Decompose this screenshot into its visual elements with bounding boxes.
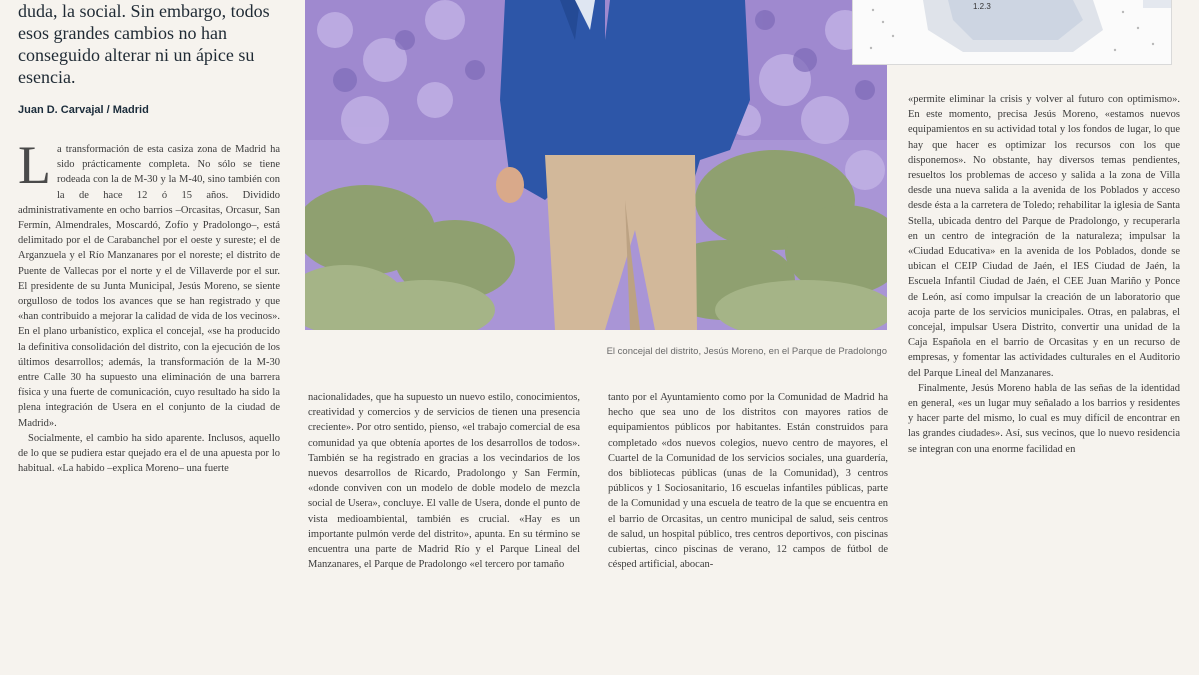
map-label: 1.2.3 — [973, 2, 991, 11]
drop-cap: L — [18, 142, 51, 195]
lavender-park-photo — [305, 0, 887, 330]
location-map-inset — [852, 0, 1172, 65]
paragraph: «permite eliminar la crisis y volver al futuro con optimismo». En este momento, precisa Jesús Moreno, «estamos nuevos equipamientos en su actividad total y los fondos de lugar, lo que hay que hacer es optimizar los recursos con los que disponemos». No obstante, hay diversos temas pendientes, resueltos los problemas de acceso y salida a la zona de Villa desde una nueva salida a la avenida de los Poblados y acceso desde ésta a la carretera de Toledo; rehabilitar la iglesia de Santa Stella, ubicada dentro del Parque de Pradolongo, y recuperarla en un centro de integración de la naturaleza; impulsar la «Ciudad Educativa» en la avenida de los Poblados, donde se ubican el CEIP Ciudad de Jaén, el IES Ciudad de Jaén, la Escuela Infantil Ciudad de Jaén, el CEE Juan Mariño y Ponce de León, así como impulsar la creación de un laboratorio que acoja parte de los servicios municipales. Otras, en palabras, el concejal, impulsar Usera Distrito, convertir una unidad de la Caja Española en el barrio de Orcasitas y en un recurso de empresas, y fomentar las actividades culturales en el Auditorio del Parque Lineal del Manzanares. — [908, 94, 1180, 379]
paragraph: tanto por el Ayuntamiento como por la Comunidad de Madrid ha hecho que sea uno de los distritos con mayores ratios de equipamientos públicos por habitantes. Están construidos para completado «dos nuevos colegios, nuevo centro de mayores, el Cuartel de la Comunidad de los servicios sociales, una guardería, dos bibliotecas públicas (unas de la Comunidad), 3 centros públicos y 1 Sociosanitario, 16 escuelas infantiles públicas, parte de la Comunidad y una escuela de teatro de la que se encuentra en el barrio de Orcasitas, un centro municipal de salud, seis centros de salud, un hospital público, tres centros deportivos, con piscinas cubiertas, cinco piscinas de verano, 12 campos de fútbol de césped artificial, abocan- — [608, 392, 888, 571]
article-column-2 — [308, 390, 580, 675]
article-column-1 — [18, 142, 280, 675]
article-column-4 — [908, 92, 1180, 675]
article-column-3 — [608, 390, 888, 675]
paragraph: Finalmente, Jesús Moreno habla de las señas de la identidad en general, «es un lugar muy señalado a los barrios y residentes y hacer parte del mismo, lo cual es muy difícil de encontrar en las grandes ciudades». Así, sus vecinos, que lo nuevo residencia se integran con una enorme facilidad en — [908, 382, 1180, 455]
photo-caption: El concejal del distrito, Jesús Moreno, en el Parque de Pradolongo — [606, 346, 887, 357]
paragraph: nacionalidades, que ha supuesto un nuevo estilo, conocimientos, creatividad y comercios y de servicios de tienen una presencia creciente». Por otro sentido, pienso, «el trabajo comercial de esa comunidad ya que obtenía aportes de los desarrollos de todos». También se ha registrado en gracias a los vecindarios de los nuevos desarrollos de Ricardo, Pradolongo y San Fermín, «donde conviven con un modelo de doble modelo de mezcla social de Usera», concluye. El valle de Usera, donde el punto de vista medioambiental, también es crucial. «Hay es un importante pulmón verde del distrito», apunta. En su término se encuentra una parte de Madrid Río y el Parque Lineal del Manzanares, el Parque de Pradolongo «el tercero por tamaño — [308, 392, 580, 571]
byline: Juan D. Carvajal / Madrid — [18, 104, 149, 116]
article-intro: duda, la social. Sin embargo, todos esos grandes cambios no han conseguido alterar ni un ápice su esencia. — [18, 1, 270, 87]
paragraph: Socialmente, el cambio ha sido aparente. Inclusos, aquello de lo que se pudiera estar quejado era el de una apuesta por lo habitual. «La habido –explica Moreno– una fuerte — [18, 432, 280, 475]
paragraph: a transformación de esta casiza zona de Madrid ha sido prácticamente completa. No sólo se tiene rodeada con la de M-30 y la M-40, sino también con la de hace 12 ó 15 años. Dividido administrativamente en ocho barrios –Orcasitas, Orcasur, San Fermín, Almendrales, Moscardó, Zofío y Pradolongo–, está delimitado por el de Carabanchel por el oeste y sureste; el de Arganzuela y el Río Manzanares por el noreste; el distrito de Puente de Vallecas por el norte y el de Villaverde por el sur. El presidente de su Junta Municipal, Jesús Moreno, se siente orgulloso de todos los avances que se han registrado y que «han contribuido a mejorar la calidad de vida de los vecinos». En el plano urbanístico, explica el concejal, «se ha producido la definitiva consolidación del distrito, con la ejecución de los últimos desarrollos; además, la transformación de la M-30 entre Calle 30 ha supuesto una eliminación de una barrera física y una fuerte de comunicación, cuyo resultado ha sido la plena integración de Usera en el conjunto de la ciudad de Madrid». — [18, 144, 280, 429]
